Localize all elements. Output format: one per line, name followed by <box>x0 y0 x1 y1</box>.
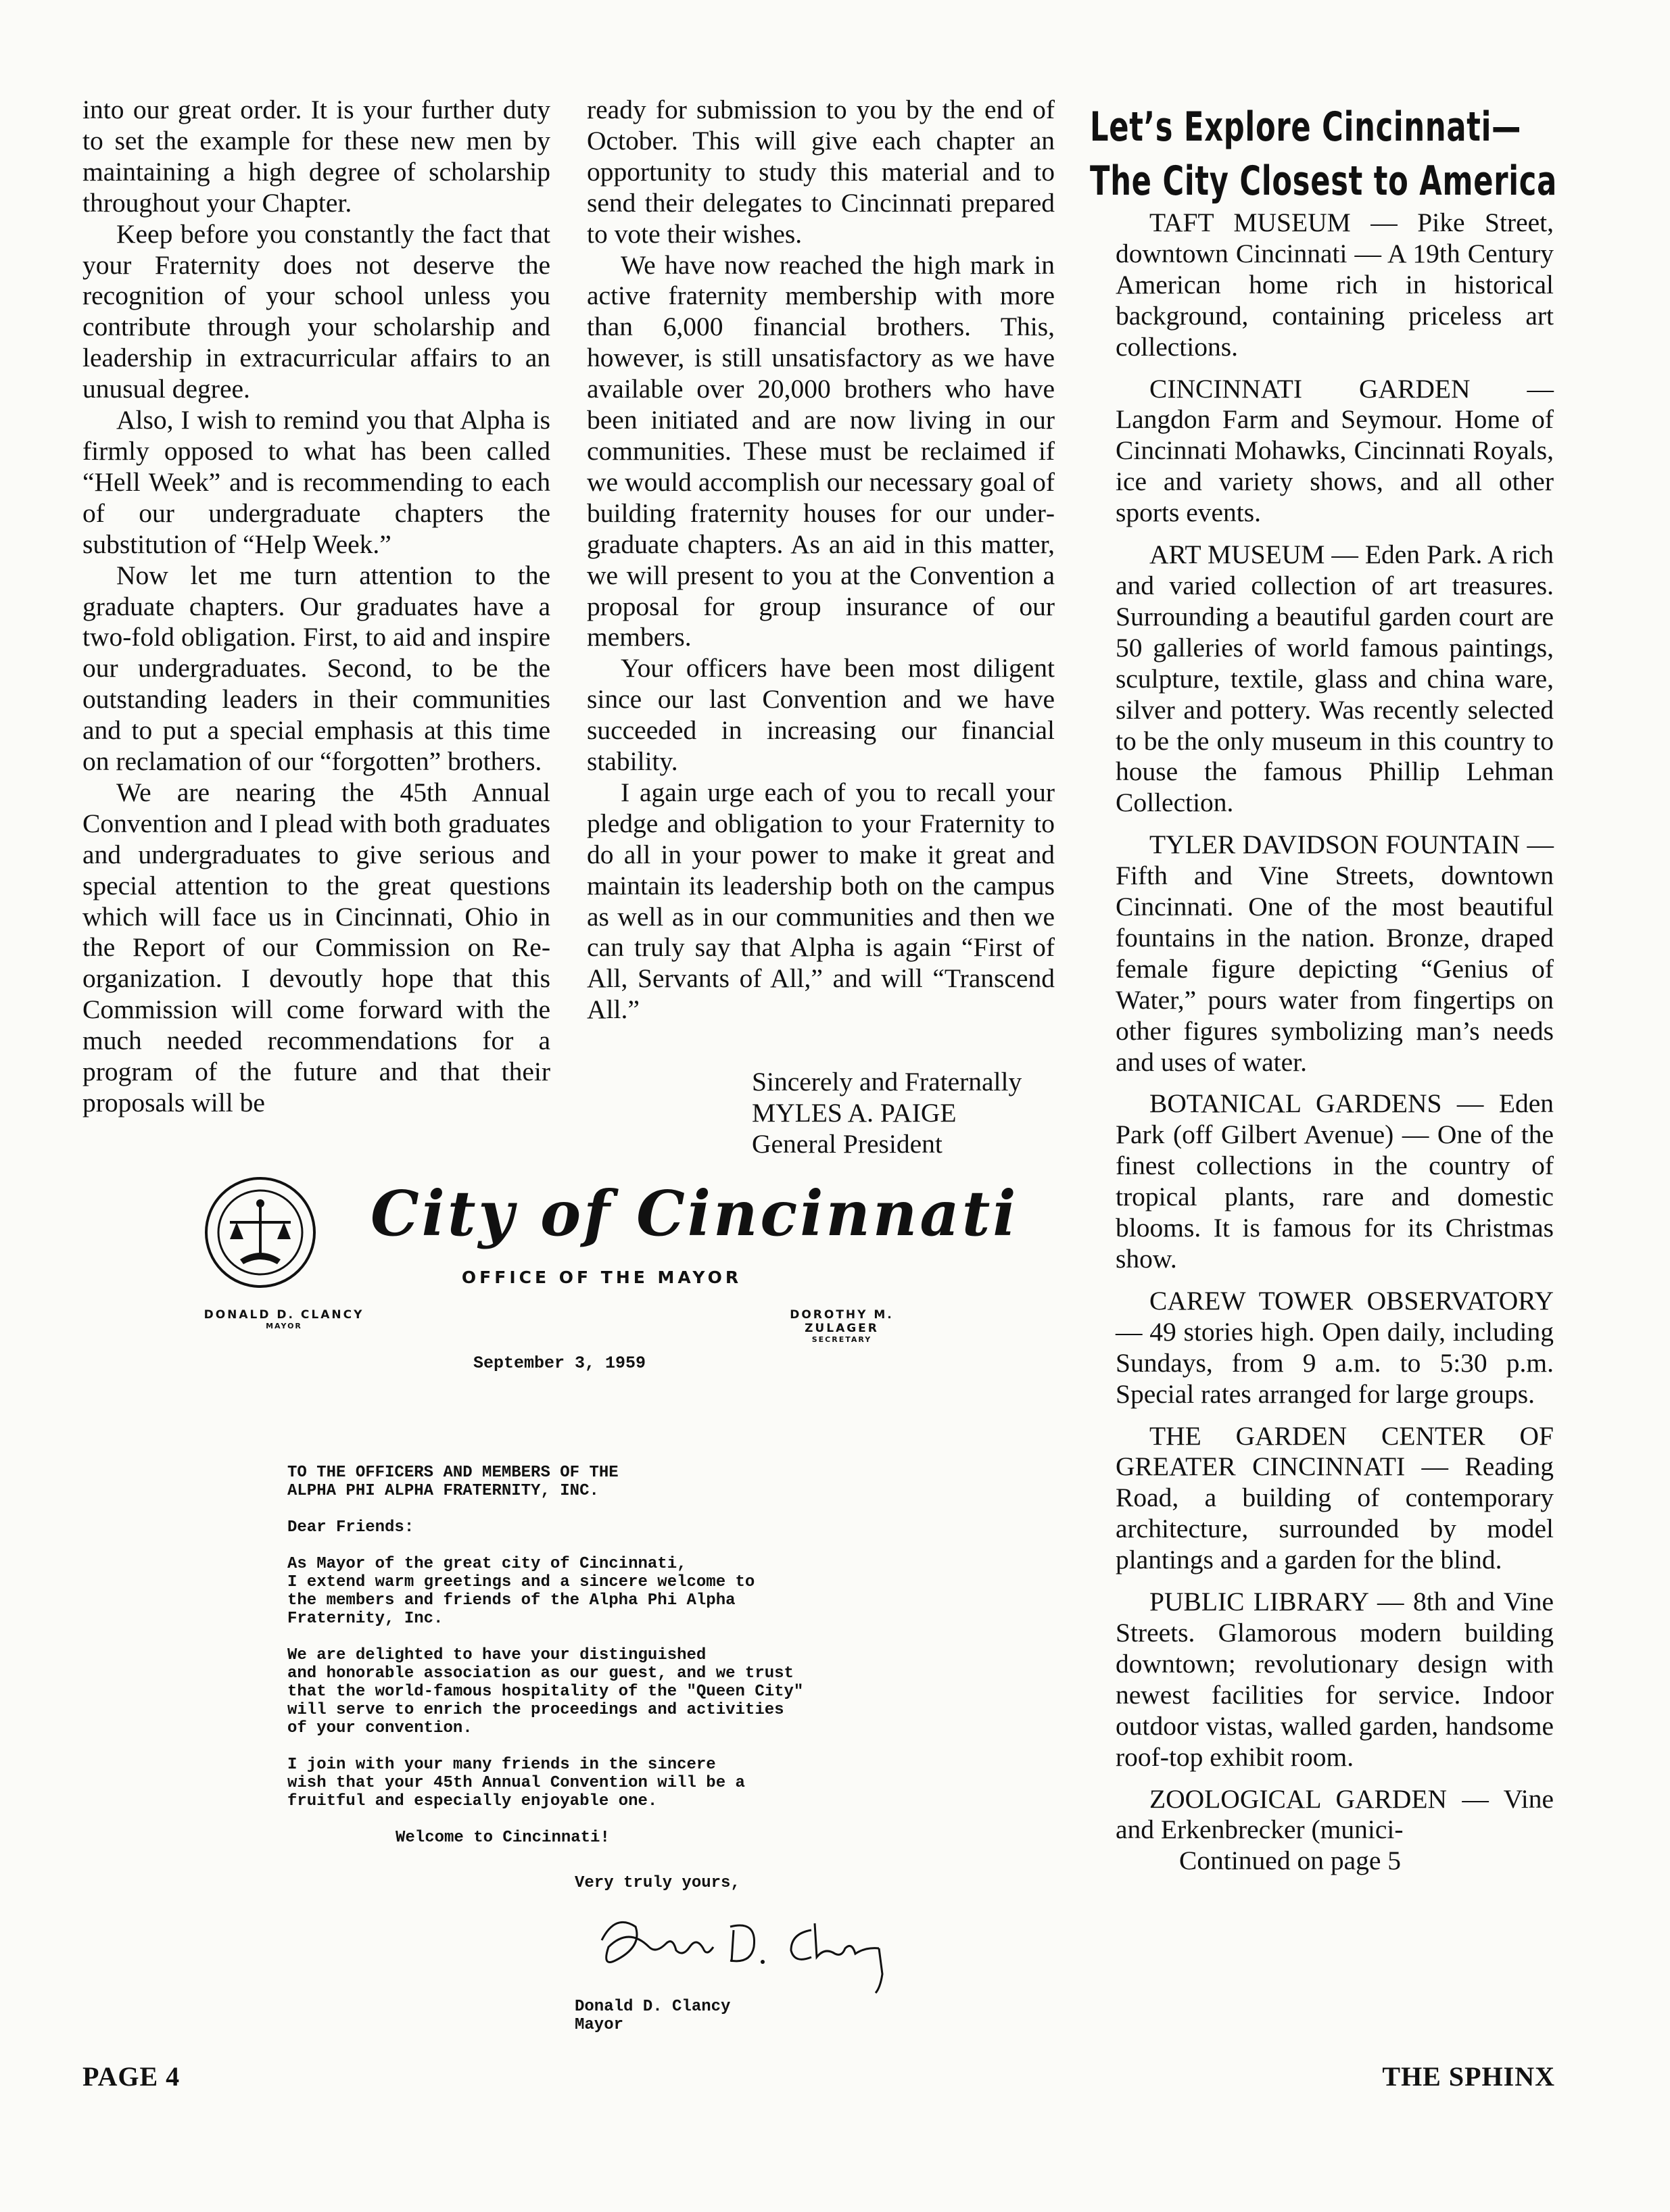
letter-paragraph: As Mayor of the great city of Cincinnati, I extend warm greetings and a sincere welcome to the members and friends of the Alpha Phi Alpha Fraternity, Inc. <box>287 1555 755 1628</box>
mayor-title: MAYOR <box>266 1322 302 1330</box>
continued-note: Continued on page 5 <box>1179 1846 1402 1876</box>
letter-date: September 3, 1959 <box>473 1353 646 1373</box>
letter-paragraph: Welcome to Cincinnati! <box>396 1829 610 1847</box>
attraction-entry: TAFT MUSEUM — Pike Street, downtown Cincinnati — A 19th Century American home rich in historical background, containing priceless art collections. <box>1116 208 1554 362</box>
letter-salutation: Dear Friends: <box>287 1518 414 1537</box>
paragraph: Also, I wish to remind you that Alpha is firmly opposed to what has been called “Hell Week” and is recommending to each of our undergraduate chapters the substitution of “Help Week.” <box>82 405 550 559</box>
mayor-name-block <box>196 1308 372 1330</box>
president-signature-block <box>752 1067 1022 1160</box>
sidebar-headline-line2: The City Closest to America <box>1090 158 1557 205</box>
office-title: OFFICE OF THE MAYOR <box>461 1268 742 1287</box>
paragraph: We are nearing the 45th Annual Convention and I plead with both graduates and undergraduates to give serious and special attention to the great questions which will face us in Cincinnati, Ohio in the Report of our Commission on Re-organization. I devoutly hope that this Commission will come forward with the much needed recommendations for a program of the future and that their proposals will be <box>82 777 550 1117</box>
handwritten-signature <box>588 1900 886 1994</box>
letter-paragraph: I join with your many friends in the sincere wish that your 45th Annual Convention will be a fruitful and especially enjoyable one. <box>287 1756 745 1810</box>
letter-address: TO THE OFFICERS AND MEMBERS OF THE ALPHA PHI ALPHA FRATERNITY, INC. <box>287 1464 619 1500</box>
attraction-entry: THE GARDEN CENTER OF GREATER CINCINNATI — Reading Road, a building of contemporary architecture, surrounded by model plantings and a garden for the blind. <box>1116 1420 1554 1575</box>
paragraph: ready for submission to you by the end of October. This will give each chapter an opportunity to study this material and to send their delegates to Cincinnati prepared to vote their wishes. <box>587 95 1055 249</box>
attraction-entry: ZOOLOGICAL GARDEN — Vine and Erkenbrecker (munici- <box>1116 1783 1554 1845</box>
paragraph: Your officers have been most diligent since our last Convention and we have succeeded in increasing our financial stability. <box>587 653 1055 777</box>
attraction-entry: ART MUSEUM — Eden Park. A rich and varied collection of art treasures. Surrounding a beautiful garden court are 50 galleries of world famous paintings, sculpture, textile, glass and china ware, silver and pottery. Was recently selected to be the only museum in this country to house the famous Phillip Lehman Collection. <box>1116 539 1554 818</box>
attraction-entry: CINCINNATI GARDEN — Langdon Farm and Seymour. Home of Cincinnati Mohawks, Cincinnati Royals, ice and variety shows, and all other sports events. <box>1116 373 1554 528</box>
closing: Sincerely and Fraternally <box>752 1067 1022 1097</box>
signer-title: General President <box>752 1128 943 1159</box>
attraction-entry: TYLER DAVIDSON FOUNTAIN — Fifth and Vine Streets, downtown Cincinnati. One of the most beautiful fountains in the nation. Bronze, draped female figure depicting “Genius of Water,” pours water from fingertips on other figures symbolizing man’s needs and uses of water. <box>1116 830 1554 1077</box>
paragraph: Keep before you constantly the fact that your Fraternity does not deserve the recognition of your school unless you contribute through your scholarship and leadership in extracurricular affairs to an unusual degree. <box>82 218 550 404</box>
sidebar-headline-line1: Let’s Explore Cincinnati— <box>1090 103 1522 151</box>
secretary-name-block <box>750 1308 933 1344</box>
letter-signer-title: Mayor <box>575 2016 624 2034</box>
paragraph: I again urge each of you to recall your pledge and obligation to your Fraternity to do all in your power to make it great and maintain its leadership both on the campus as well as in our communities and then we can truly say that Alpha is again “First of All, Servants of All,” and will “Transcend All.” <box>587 777 1055 1025</box>
magazine-name: THE SPHINX <box>1382 2061 1555 2092</box>
letter-body <box>287 1464 923 1865</box>
letter-closing: Very truly yours, <box>575 1874 740 1892</box>
article-column-2 <box>587 95 1055 1026</box>
cincinnati-attractions-column <box>1116 208 1554 1888</box>
signer-name: MYLES A. PAIGE <box>752 1097 957 1128</box>
mayor-letter <box>189 1163 1019 2109</box>
mayor-name: DONALD D. CLANCY <box>204 1308 364 1322</box>
attraction-entry: BOTANICAL GARDENS — Eden Park (off Gilbert Avenue) — One of the finest collections in the country of tropical plants, rare and domestic blooms. It is famous for its Christmas show. <box>1116 1088 1554 1274</box>
attraction-entry: PUBLIC LIBRARY — 8th and Vine Streets. Glamorous modern building downtown; revolutionary design with newest facilities for service. Indoor outdoor vistas, walled garden, handsome roof-top exhibit room. <box>1116 1587 1554 1772</box>
letterhead-title: City of Cincinnati <box>371 1177 1019 1250</box>
letter-signer <box>575 1998 730 2034</box>
paragraph: Now let me turn attention to the graduate chapters. Our graduates have a two-fold obligation. First, to aid and inspire our undergraduates. Second, to be the outstanding leaders in their communities and to put a special emphasis at this time on reclamation of our “forgotten” brothers. <box>82 560 550 777</box>
secretary-name: DOROTHY M. ZULAGER <box>790 1308 894 1335</box>
article-column-1 <box>82 95 550 1119</box>
paragraph: We have now reached the high mark in active fraternity membership with more than 6,000 financial brothers. This, however, is still unsatisfactory as we have available over 20,000 brothers who have been initiated and are now living in our communities. These must be reclaimed if we would accomplish our necessary goal of building fraternity houses for our undergraduate chapters. As an aid in this matter, we will present to you at the Convention a proposal for group insurance of our members. <box>587 249 1055 652</box>
page-number: PAGE 4 <box>82 2061 181 2092</box>
secretary-title: SECRETARY <box>811 1335 872 1344</box>
letter-paragraph: We are delighted to have your distinguished and honorable association as our guest, and we trust that the world-famous hospitality of the "Queen City" will serve to enrich the proceedings and activities of your convention. <box>287 1646 804 1737</box>
paragraph: into our great order. It is your further duty to set the example for these new men by maintaining a high degree of scholarship throughout your Chapter. <box>82 95 550 218</box>
letter-signer-name: Donald D. Clancy <box>575 1998 731 2016</box>
attraction-entry: CAREW TOWER OBSERVATORY — 49 stories high. Open daily, including Sundays, from 9 a.m. to 5:30 p.m. Special rates arranged for large groups. <box>1116 1285 1554 1409</box>
